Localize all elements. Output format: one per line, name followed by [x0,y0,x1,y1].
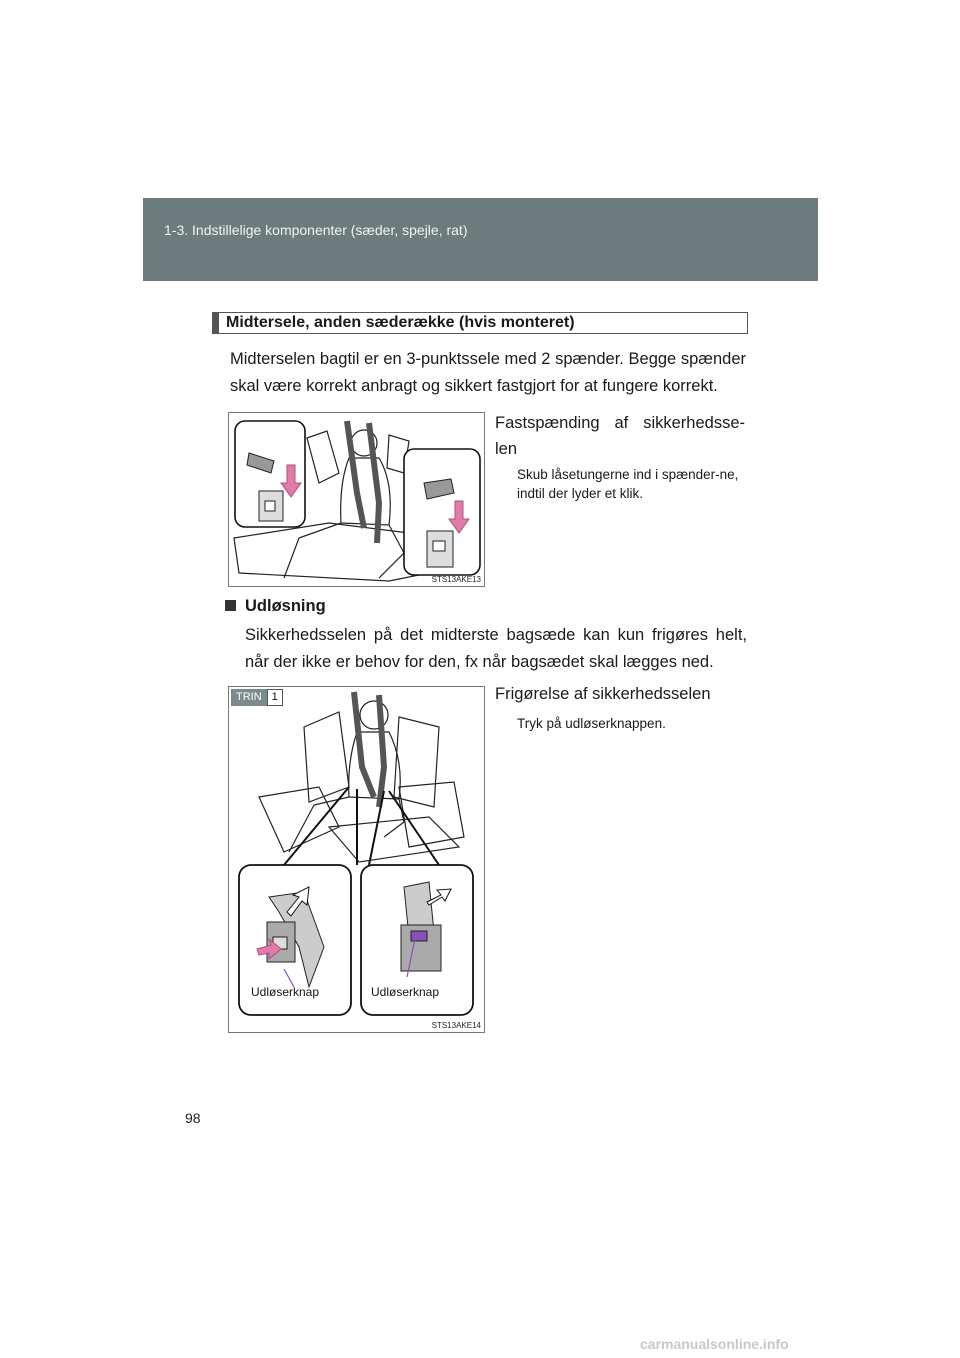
breadcrumb: 1-3. Indstillelige komponenter (sæder, spejle, rat) [164,222,468,238]
release-heading-text: Udløsning [245,597,326,615]
watermark: carmanualsonline.info [640,1336,789,1352]
release-heading [225,597,326,616]
fasten-illustration [229,413,484,586]
figure1-body: Skub låsetungerne ind i spænder-ne, indtil der lyder et klik. [517,467,739,501]
section-title-box [212,312,748,334]
header-band [143,198,818,281]
figure-code: STS13AKE13 [431,575,481,584]
figure-release-illustration [228,686,485,1033]
release-illustration [229,687,484,1032]
release-paragraph: Sikkerhedsselen på det midterste bagsæde kan kun frigøres helt, når der ikke er behov for den, fx når bagsædet skal lægges ned. [245,626,747,671]
step-badge [231,689,283,706]
page-number: 98 [185,1110,201,1126]
release-button-label-left: Udløserknap [251,985,320,999]
release-button-label-right: Udløserknap [371,985,440,999]
step-label: TRIN [231,689,267,706]
figure2-body: Tryk på udløserknappen. [517,716,666,731]
intro-paragraph: Midterselen bagtil er en 3-punktssele med 2 spænder. Begge spænder skal være korrekt anbragt og sikkert fastgjort for at fungere korrekt. [230,350,746,395]
step-number: 1 [267,689,283,706]
figure1-title: Fastspænding af sikkerhedsse-len [495,414,745,458]
figure-fasten-illustration [228,412,485,587]
figure2-title: Frigørelse af sikkerhedsselen [495,685,711,703]
section-title: Midtersele, anden sæderække (hvis monteret) [226,314,575,331]
bullet-square-icon [225,600,236,611]
figure-code: STS13AKE14 [431,1021,481,1030]
